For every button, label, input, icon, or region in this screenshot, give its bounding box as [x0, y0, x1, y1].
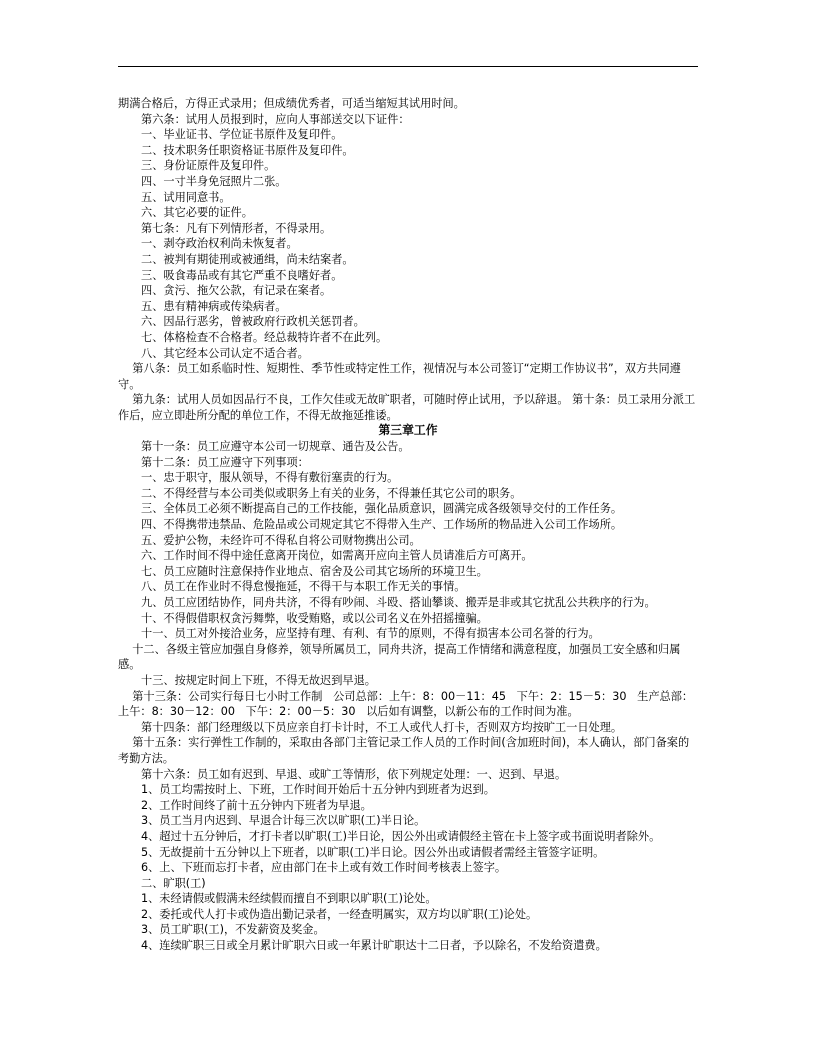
list-item: 四、一寸半身免冠照片二张。 [141, 174, 287, 188]
list-item: 6、上、下班而忘打卡者，应由部门在卡上或有效工作时间考核表上签字。 [141, 861, 507, 875]
article-6-heading: 第六条：试用人员报到时，应向人事部送交以下证件： [141, 112, 410, 126]
list-item: 3、员工当月内迟到、早退合计每三次以旷职(工)半日论。 [141, 814, 426, 828]
list-item: 十三、按规定时间上下班，不得无故迟到早退。 [141, 673, 376, 687]
list-item: 五、患有精神病或传染病者。 [141, 299, 287, 313]
list-item: 4、连续旷职三日或全月累计旷职六日或一年累计旷职达十二日者，予以除名，不发给资遣费。 [141, 939, 607, 953]
list-item: 九、员工应团结协作，同舟共济，不得有吵闹、斗殴、搭讪攀谈、搬弄是非或其它扰乱公共秩序的行为。 [141, 596, 656, 609]
indent [118, 393, 132, 406]
article-7-heading: 第七条：凡有下列情形者，不得录用。 [141, 221, 332, 235]
article-13-paragraph [118, 689, 698, 720]
article-15-text: 第十五条：实行弹性工作制的，采取由各部门主管记录工作人员的工作时间(含加班时间)，本人确认，部门备案的考勤方法。 [118, 736, 690, 765]
list-item: 4、超过十五分钟后，才打卡者以旷职(工)半日论，因公外出或请假经主管在卡上签字或书面说明者除外。 [141, 829, 661, 843]
indent [118, 362, 132, 375]
list-item: 六、其它必要的证件。 [141, 206, 253, 220]
article-14-heading: 第十四条：部门经理级以下员应亲自打卡计时，不工人或代人打卡，否则双方均按旷工一日处理。 [141, 720, 623, 734]
list-item: 七、体格检查不合格者。经总裁特许者不在此列。 [141, 330, 388, 344]
list-item: 十一、员工对外接洽业务，应坚持有理、有利、有节的原则，不得有损害本公司名誉的行为。 [141, 627, 600, 641]
list-item: 一、忠于职守，服从领导，不得有敷衍塞责的行为。 [141, 471, 399, 485]
article-9-10-paragraph [118, 392, 698, 423]
list-item: 六、因品行恶劣，曾被政府行政机关惩罚者。 [141, 315, 365, 329]
list-item: 二、被判有期徒刑或被通缉，尚未结案者。 [141, 252, 354, 266]
indent [118, 643, 132, 656]
indent [118, 690, 132, 703]
list-item: 六、工作时间不得中途任意离开岗位，如需离开应向主管人员请准后方可离开。 [141, 549, 533, 563]
list-item: 三、全体员工必须不断提高自己的工作技能，强化品质意识，圆满完成各级领导交付的工作任务。 [141, 502, 623, 516]
chapter-3-title: 第三章工作 [378, 423, 438, 438]
article-8-paragraph [118, 361, 698, 392]
list-item: 五、爱护公物，未经许可不得私自将公司财物携出公司。 [141, 533, 421, 547]
list-item: 四、贪污、拖欠公款，有记录在案者。 [141, 284, 332, 298]
list-item: 5、无故提前十五分钟以上下班者，以旷职(工)半日论。因公外出或请假者需经主管签字证明。 [141, 845, 605, 859]
list-item: 四、不得携带违禁品、危险品或公司规定其它不得带入生产、工作场所的物品进入公司工作场所。 [141, 518, 623, 532]
list-item: 三、身份证原件及复印件。 [141, 159, 276, 173]
list-item: 2、委托或代人打卡或伪造出勤记录者，一经查明属实，双方均以旷职(工)论处。 [141, 907, 538, 921]
list-item: 1、员工均需按时上、下班，工作时间开始后十五分钟内到班者为迟到。 [141, 783, 495, 797]
article-8-text: 第八条：员工如系临时性、短期性、季节性或特定性工作，视情况与本公司签订“定期工作协议书”，双方共同遵守。 [118, 362, 681, 391]
paragraph-line: 期满合格后，方得正式录用；但成绩优秀者，可适当缩短其试用时间。 [118, 97, 465, 110]
article-11-heading: 第十一条：员工应遵守本公司一切规章、通告及公告。 [141, 440, 410, 454]
list-item: 一、毕业证书、学位证书原件及复印件。 [141, 128, 343, 142]
article-16-heading: 第十六条：员工如有迟到、早退、或旷工等情形，依下列规定处理：一、迟到、早退。 [141, 767, 567, 781]
article-12-heading: 第十二条：员工应遵守下列事项： [141, 455, 309, 469]
article-9-10-text: 第九条：试用人员如因品行不良，工作欠佳或无故旷职者，可随时停止试用，予以辞退。 第十条：员工录用分派工作后，应立即赴所分配的单位工作，不得无故拖延推诿。 [118, 393, 696, 422]
list-item: 二、不得经营与本公司类似或职务上有关的业务，不得兼任其它公司的职务。 [141, 486, 522, 500]
list-item: 1、未经请假或假满未经续假而擅自不到职以旷职(工)论处。 [141, 892, 437, 906]
list-item: 八、其它经本公司认定不适合者。 [141, 346, 309, 360]
list-item: 三、吸食毒品或有其它严重不良嗜好者。 [141, 268, 343, 282]
list-item: 3、员工旷职(工)，不发薪资及奖金。 [141, 923, 325, 937]
list-item: 五、试用同意书。 [141, 190, 231, 204]
list-item: 八、员工在作业时不得怠慢拖延，不得干与本职工作无关的事情。 [141, 580, 466, 594]
list-item: 一、剥夺政治权利尚未恢复者。 [141, 237, 298, 251]
list-item-text: 十二、各级主管应加强自身修养，领导所属员工，同舟共济，提高工作情绪和满意程度，加强员工安全感和归属感。 [118, 642, 681, 672]
document-body [118, 96, 698, 954]
article-13-text: 第十三条：公司实行每日七小时工作制 公司总部：上午：8：00－11：45 下午：2：15－5：30 生产总部：上午：8：30－12：00 下午：2：00－5：30 以后如有调整，以新公布的工作时间为准。 [118, 689, 694, 719]
list-item: 二、旷职(工) [141, 876, 206, 890]
list-item: 七、员工应随时注意保持作业地点、宿舍及公司其它场所的环境卫生。 [141, 564, 488, 578]
list-item: 二、技术职务任职资格证书原件及复印件。 [141, 143, 354, 157]
list-item: 2、工作时间终了前十五分钟内下班者为早退。 [141, 798, 372, 812]
article-15-paragraph [118, 735, 698, 766]
list-item-wrapped [118, 642, 698, 673]
list-item: 十、不得假借职权贪污舞弊，收受贿赂，或以公司名义在外招摇撞骗。 [141, 611, 488, 625]
header-rule [118, 66, 698, 67]
indent [118, 736, 132, 749]
